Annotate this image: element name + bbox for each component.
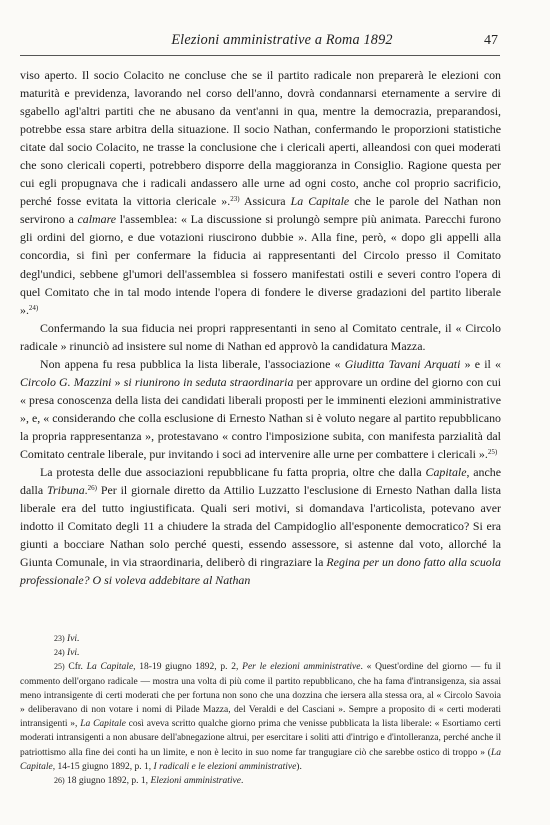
newspaper-title: Tribuna	[47, 483, 85, 498]
footnote-ref-23: 23)	[230, 195, 240, 204]
article-title: Per le elezioni amministrative	[242, 662, 361, 673]
paragraph-2: Confermando la sua fiducia nei propri rappresentanti in seno al Comitato centrale, il « Circolo radicale » rinunciò ad insistere sul nome di Nathan ed approvò la candidatura Mazza.	[20, 320, 501, 353]
text-span: Assicura	[239, 194, 291, 209]
text-span: »	[111, 374, 124, 389]
footnote-number: 24)	[54, 648, 65, 658]
running-head	[20, 32, 498, 50]
footnote-ref-24: 24)	[28, 303, 39, 312]
article-title: I radicali e le elezioni amministrative	[153, 761, 297, 772]
footnote-number: 23)	[54, 634, 65, 643]
text-span: viso aperto. Il socio Colacito ne concluse che se il partito radicale non preparerà le elezioni con maturità e previdenza, lavorando nel corso dell'anno, dovrà condannarsi eternamente a servire di sgabello agl'altri partiti che ne abusano da vent'anni in qua, mentre la democrazia, preparandosi, potrebbe essa stare arbitra della situazione. Il socio Nathan, confermando le proporzioni statistiche citate dal socio Colacito, ne trasse la conclusione che i clericali aperti, alleandosi con quei moderati che sono clericali coperti, potrebbero disporre della maggioranza in Consiglio. Ragione questa per cui egli propugnava che i radicali andassero alle urne ad ogni costo, anche col proprio sacrificio, perché fosse evitata la vittoria clericale ».	[20, 68, 501, 209]
paragraph-4	[20, 463, 501, 589]
text-span: .	[240, 776, 244, 787]
emphasis: si riunirono in seduta straordinaria	[123, 374, 294, 389]
text-span: che le parole del Nathan non servirono a	[20, 194, 501, 227]
footnote-25	[20, 660, 501, 774]
footnote-24	[20, 646, 501, 660]
footnote-23	[20, 632, 501, 646]
newspaper-title: La Capitale	[20, 747, 501, 772]
header-rule	[20, 55, 500, 56]
newspaper-title: Capitale	[425, 465, 467, 480]
footnote-number: 26)	[54, 776, 65, 786]
main-text	[20, 66, 501, 589]
running-title: Elezioni amministrative a Roma 1892	[171, 32, 393, 48]
association-name: Giuditta Tavani Arquati	[344, 356, 461, 371]
emphasis: calmare	[77, 212, 117, 227]
paragraph-3	[20, 355, 501, 463]
footnote-26	[20, 774, 501, 788]
text-span: . « Quest'ordine del giorno — fu il commento dell'organo radicale — mostra una volta di più come il partito repubblicano, che ha fama d'intransigenza, sia assai meno intransigente di certi moderati che per fortuna non sono che una dozzina che iersera alla stessa ora, al « Circolo Savoia » deliberavano di non votare i nomi di Pilade Mazza, del Veraldi e del Casciani ». Sempre a proposito di « certi moderati intransigenti »,	[20, 662, 502, 730]
text-span: Non appena fu resa pubblica la lista liberale, l'associazione «	[40, 356, 345, 371]
text-span: Per il giornale diretto da Attilio Luzzatto l'esclusione di Ernesto Nathan dalla lista liberale era del tutto ingiustificata. Quali seri motivi, si domandava l'articolista, potevano aver indotto il Comitato degli 11 a chiudere la strada del Campidoglio all'esponente democratico? Si era giunti a bocciare Nathan solo perché questi, essendo assessore, si astenne dal voto, allorché la Giunta Comunale, in via straordinaria, deliberò di ringraziare la	[20, 483, 501, 570]
footnote-text: Ivi.	[67, 648, 80, 659]
footnote-text: Ivi.	[67, 634, 80, 644]
text-span: 18 giugno 1892, p. 1,	[64, 776, 151, 787]
text-span: per approvare un ordine del giorno con cui « presa conoscenza della lista dei candidati liberali proposti per le imminenti elezioni amministrative », e, « considerando che colla esclusione di Ernesto Nathan si è voluto negare al partito repubblicano la propria rappresentanza », protestavano « contro l'imposizione subita, con manifesta parzialità dal Comitato centrale liberale, pur invitando i soci ad intervenire alle urne per combattere i clericali ».	[20, 374, 501, 461]
association-name: Circolo G. Mazzini	[20, 374, 112, 389]
text-span: , 14-15 giugno 1892, p. 1,	[52, 761, 154, 772]
footnote-ref-25: 25)	[487, 447, 498, 456]
newspaper-title: La Capitale	[86, 662, 134, 673]
text-span: , anche dalla	[20, 465, 501, 498]
page-number: 47	[484, 33, 498, 48]
footnote-number: 25)	[54, 662, 65, 672]
text-span: La protesta delle due associazioni repubblicane fu fatta propria, oltre che dalla	[40, 465, 426, 480]
text-span: Cfr.	[64, 662, 87, 673]
newspaper-title: La Capitale	[80, 719, 126, 730]
text-span: .	[84, 483, 88, 498]
emphasis: Regina per un dono fatto alla scuola professionale? O si voleva addebitare al Nathan	[20, 555, 502, 588]
footnotes	[20, 632, 501, 788]
text-span: » e il «	[460, 356, 501, 371]
text-span: ).	[296, 761, 302, 772]
text-span: l'assemblea: « La discussione si prolungò sempre più animata. Parecchi furono gli ordini del giorno, e due votazioni riuscirono dubbie ». Alla fine, però, « dopo gli appelli alla concordia, si finì per confermare la fiducia ai rappresentanti del Circolo presso il Comitato degl'undici, sebbene gl'umori dell'assemblea si fossero manifestati ostili e severi contro l'opera di quel Comitato che in tal modo intende l'opera di fondere le diverse gradazioni del partito liberale ».	[20, 212, 501, 317]
article-title: Elezioni amministrative	[150, 776, 241, 787]
text-span: , 18-19 giugno 1892, p. 2,	[133, 662, 243, 673]
paragraph-1	[20, 66, 501, 319]
text-span: così aveva scritto qualche giorno prima che venisse pubblicata la lista liberale: « Esortiamo certi moderati intransigenti a non abusare dell'abnegazione altrui, per esercitare i soliti atti d'intrigo e d'intolleranza, perché anche il patriottismo alla fine dei conti ha un limite, e non è lecito in suo nome far trangugiare ciò che sarebbe ostico di troppo » (	[20, 719, 501, 758]
newspaper-title: La Capitale	[290, 194, 350, 209]
footnote-ref-26: 26)	[87, 484, 97, 493]
